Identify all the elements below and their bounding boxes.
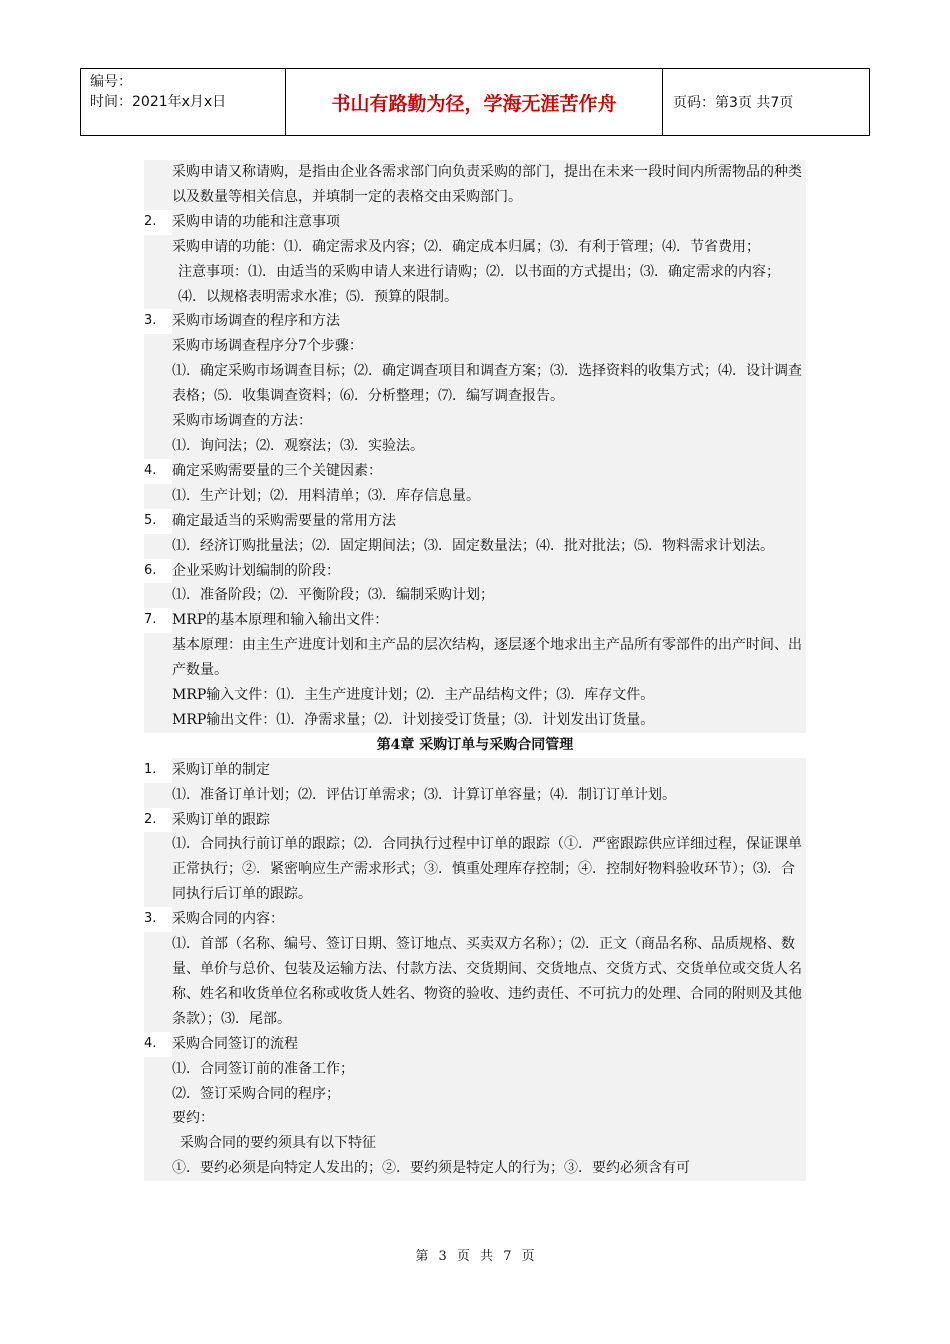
paragraph: ⑵．签订采购合同的程序； [144,1082,806,1107]
section-title: 企业采购计划编制的阶段： [172,559,806,584]
paragraph: ⑴．确定采购市场调查目标；⑵．确定调查项目和调查方案；⑶．选择资料的收集方式；⑷．设计调查表格；⑸．收集调查资料；⑹．分析整理；⑺．编写调查报告。 [144,359,806,409]
paragraph: ⑴．合同签订前的准备工作； [144,1057,806,1082]
section-number: 1. [144,761,157,777]
section-heading-4 [144,459,806,484]
paragraph: ⑴．合同执行前订单的跟踪；⑵．合同执行过程中订单的跟踪（①．严密跟踪供应详细过程，保证课单正常执行；②．紧密响应生产需求形式；③．慎重处理库存控制；④．控制好物料验收环节）；⑶．合同执行后订单的跟踪。 [144,832,806,907]
section-title: 采购市场调查的程序和方法 [172,309,806,334]
section-number: 5. [144,512,157,528]
paragraph: 要约： [144,1106,806,1131]
chapter-title: 第4章 采购订单与采购合同管理 [144,733,806,758]
page-footer: 第 3 页 共 7 页 [415,1249,535,1264]
paragraph: ⑴．准备阶段；⑵．平衡阶段；⑶．编制采购计划； [144,583,806,608]
paragraph: ⑴．生产计划；⑵．用料清单；⑶．库存信息量。 [144,484,806,509]
section-number: 7. [144,612,157,628]
section-title: 采购合同的内容： [172,907,806,932]
time-label: 时间：2021年x月x日 [90,94,227,110]
paragraph: 采购市场调查程序分7个步骤： [144,334,806,359]
section-number: 2. [144,213,157,229]
paragraph: 注意事项：⑴．由适当的采购申请人来进行请购；⑵．以书面的方式提出；⑶．确定需求的内容；⑷．以规格表明需求水准；⑸．预算的限制。 [144,260,806,310]
section-title: 确定采购需要量的三个关键因素： [172,459,806,484]
section-title: 采购申请的功能和注意事项 [172,210,806,235]
chapter-section-3 [144,907,806,932]
section-title: 采购订单的跟踪 [172,808,806,833]
serial-label: 编号： [90,74,132,90]
header-left-cell [81,69,286,136]
paragraph: MRP输出文件：⑴．净需求量；⑵．计划接受订货量；⑶．计划发出订货量。 [144,708,806,733]
paragraph: 采购申请的功能：⑴．确定需求及内容；⑵．确定成本归属；⑶．有利于管理；⑷．节省费用； [144,235,806,260]
section-title: MRP的基本原理和输入输出文件： [172,608,806,633]
paragraph: ⑴．经济订购批量法；⑵．固定期间法；⑶．固定数量法；⑷．批对批法；⑸．物料需求计划法。 [144,534,806,559]
section-title: 采购订单的制定 [172,758,806,783]
paragraph: ⑴．询问法；⑵．观察法；⑶．实验法。 [144,434,806,459]
section-number: 4. [144,462,157,478]
paragraph: ⑴．准备订单计划；⑵．评估订单需求；⑶．计算订单容量；⑷．制订订单计划。 [144,783,806,808]
section-number: 3. [144,313,157,329]
header-table [80,68,870,136]
paragraph: MRP输入文件：⑴．主生产进度计划；⑵．主产品结构文件；⑶．库存文件。 [144,683,806,708]
page-info: 页码：第3页 共7页 [663,69,870,136]
document-body [144,160,806,1181]
motto: 书山有路勤为径，学海无涯苦作舟 [286,69,663,136]
section-heading-2 [144,210,806,235]
paragraph: ⑴．首部（名称、编号、签订日期、签订地点、买卖双方名称）；⑵．正文（商品名称、品质规格、数量、单价与总价、包装及运输方法、付款方法、交货期间、交货地点、交货方式、交货单位或交货人名称、姓名和收货单位名称或收货人姓名、物资的验收、违约责任、不可抗力的处理、合同的附则及其他条款）；⑶．尾部。 [144,932,806,1032]
section-number: 4. [144,1035,157,1051]
paragraph: ①．要约必须是向特定人发出的；②．要约须是特定人的行为；③．要约必须含有可 [144,1156,806,1181]
section-number: 3. [144,911,157,927]
section-heading-7 [144,608,806,633]
chapter-section-4 [144,1032,806,1057]
chapter-section-2 [144,808,806,833]
section-title: 确定最适当的采购需要量的常用方法 [172,509,806,534]
section-title: 采购合同签订的流程 [172,1032,806,1057]
section-heading-5 [144,509,806,534]
section-heading-3 [144,309,806,334]
section-number: 6. [144,562,157,578]
paragraph: 采购市场调查的方法： [144,409,806,434]
paragraph: 采购申请又称请购，是指由企业各需求部门向负责采购的部门，提出在未来一段时间内所需物品的种类以及数量等相关信息，并填制一定的表格交由采购部门。 [144,160,806,210]
section-number: 2. [144,811,157,827]
section-heading-6 [144,559,806,584]
paragraph: 基本原理：由主生产进度计划和主产品的层次结构，逐层逐个地求出主产品所有零部件的出产时间、出产数量。 [144,633,806,683]
chapter-section-1 [144,758,806,783]
paragraph: 采购合同的要约须具有以下特征 [144,1131,806,1156]
